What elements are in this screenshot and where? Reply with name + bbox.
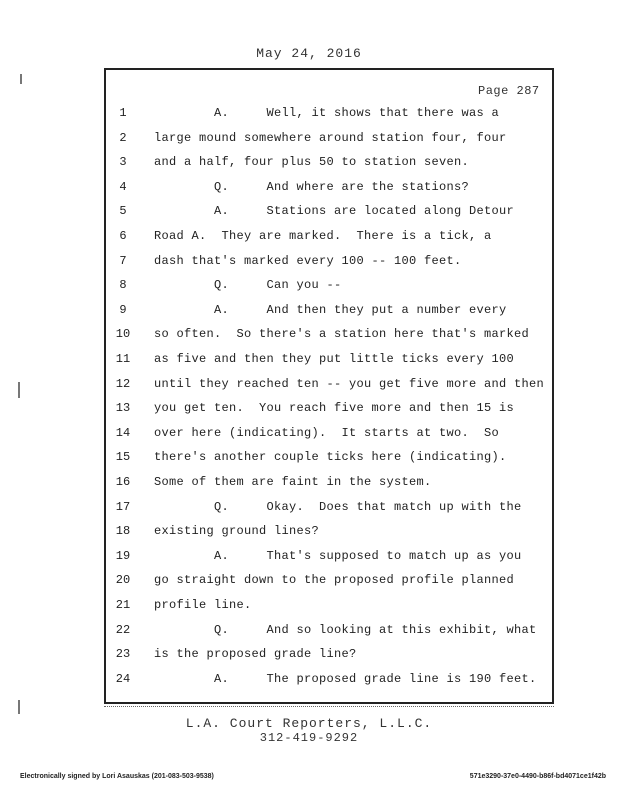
- line-text: A. Stations are located along Detour: [154, 204, 515, 219]
- line-text: profile line.: [154, 598, 252, 612]
- line-text: large mound somewhere around station four, four: [154, 130, 507, 145]
- transcript-line: [0, 131, 618, 155]
- line-number: 12: [115, 376, 131, 391]
- scan-speck: [20, 74, 22, 84]
- line-number: 24: [115, 671, 131, 686]
- transcript-line: [0, 155, 618, 179]
- line-number: 17: [115, 499, 131, 514]
- transcript-line: [0, 106, 618, 130]
- line-text: A. The proposed grade line is 190 feet.: [154, 671, 537, 686]
- line-text: Road A. They are marked. There is a tick, a: [154, 229, 492, 243]
- transcript-line: [0, 598, 618, 622]
- line-text: dash that's marked every 100 -- 100 feet.: [154, 253, 462, 268]
- line-number: 18: [115, 524, 131, 539]
- line-number: 20: [115, 573, 131, 588]
- line-number: 22: [115, 622, 131, 637]
- scan-speck: [18, 700, 20, 714]
- transcript-line: [0, 573, 618, 597]
- transcript-line: [0, 401, 618, 425]
- transcript-line: [0, 500, 618, 524]
- line-text: Q. Okay. Does that match up with the: [154, 499, 522, 514]
- line-number: 2: [119, 130, 127, 145]
- line-text: until they reached ten -- you get five more and then: [154, 376, 545, 391]
- transcript-line: [0, 352, 618, 376]
- line-text: Q. Can you --: [154, 278, 342, 293]
- line-number: 1: [119, 106, 127, 120]
- line-number: 8: [119, 278, 127, 293]
- line-number: 16: [115, 475, 131, 489]
- line-number: 13: [115, 401, 131, 416]
- transcript-line: [0, 475, 618, 499]
- line-text: is the proposed grade line?: [154, 647, 357, 662]
- line-number: 14: [115, 425, 131, 440]
- line-text: Q. And where are the stations?: [154, 179, 470, 194]
- line-text: A. And then they put a number every: [154, 302, 507, 317]
- transcript-line: [0, 303, 618, 327]
- scan-speck: [18, 382, 20, 398]
- line-text: A. Well, it shows that there was a: [154, 106, 500, 120]
- line-text: and a half, four plus 50 to station seven.: [154, 155, 470, 170]
- electronic-signature: Electronically signed by Lori Asauskas (201-083-503-9538): [20, 773, 214, 780]
- line-number: 19: [115, 548, 131, 563]
- transcript-line: [0, 623, 618, 647]
- line-number: 6: [119, 229, 127, 243]
- line-text: over here (indicating). It starts at two. So: [154, 425, 500, 440]
- transcript-line: [0, 524, 618, 548]
- transcript-line: [0, 672, 618, 696]
- transcript-line: [0, 450, 618, 474]
- line-number: 21: [115, 598, 131, 612]
- line-number: 5: [119, 204, 127, 219]
- transcript-line: [0, 278, 618, 302]
- line-number: 15: [115, 450, 131, 465]
- line-text: you get ten. You reach five more and then 15 is: [154, 401, 515, 416]
- line-number: 23: [115, 647, 131, 662]
- transcript-line: [0, 204, 618, 228]
- line-text: as five and then they put little ticks every 100: [154, 352, 515, 366]
- transcript-line: [0, 254, 618, 278]
- transcript-date: May 24, 2016: [256, 46, 362, 61]
- transcript-line: [0, 327, 618, 351]
- line-number: 11: [115, 352, 131, 366]
- court-reporter-name: L.A. Court Reporters, L.L.C.: [185, 716, 433, 731]
- page-number: Page 287: [478, 84, 540, 98]
- line-text: so often. So there's a station here that's marked: [154, 327, 530, 342]
- line-number: 10: [115, 327, 131, 342]
- line-number: 9: [119, 302, 127, 317]
- transcript-line: [0, 647, 618, 671]
- transcript-line: [0, 549, 618, 573]
- transcript-line: [0, 229, 618, 253]
- line-text: there's another couple ticks here (indicating).: [154, 450, 507, 465]
- transcript-line: [0, 426, 618, 450]
- transcript-line: [0, 180, 618, 204]
- line-text: Q. And so looking at this exhibit, what: [154, 622, 537, 637]
- frame-bottom-edge: [104, 706, 554, 709]
- line-number: 3: [119, 155, 127, 170]
- line-number: 7: [119, 253, 127, 268]
- line-text: go straight down to the proposed profile planned: [154, 573, 515, 588]
- line-text: existing ground lines?: [154, 524, 320, 539]
- line-number: 4: [119, 179, 127, 194]
- document-hash: 571e3290-37e0-4490-b86f-bd4071ce1f42b: [469, 773, 606, 780]
- line-text: Some of them are faint in the system.: [154, 475, 432, 489]
- court-reporter-phone: 312-419-9292: [259, 731, 359, 745]
- transcript-line: [0, 377, 618, 401]
- line-text: A. That's supposed to match up as you: [154, 548, 522, 563]
